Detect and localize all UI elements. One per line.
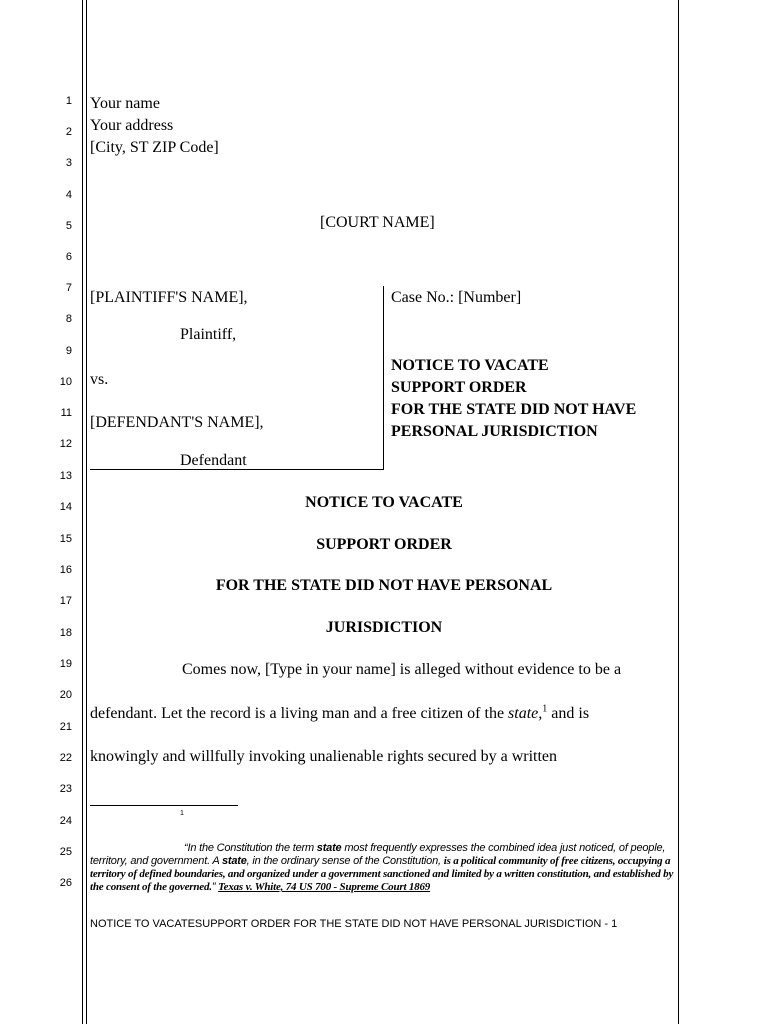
line-number: 12 — [59, 438, 72, 450]
line-number: 22 — [59, 752, 72, 764]
page-footer: NOTICE TO VACATESUPPORT ORDER FOR THE STATE DID NOT HAVE PERSONAL JURISDICTION - 1 — [90, 918, 618, 930]
right-margin-rule — [678, 0, 679, 1024]
court-name: [COURT NAME] — [320, 214, 435, 231]
defendant-label: Defendant — [180, 452, 247, 469]
left-margin-rule-inner — [86, 0, 87, 1024]
line-number: 10 — [59, 376, 72, 388]
caption-title-line: FOR THE STATE DID NOT HAVE — [391, 401, 637, 418]
versus: vs. — [90, 371, 109, 388]
defendant-name: [DEFENDANT'S NAME], — [90, 414, 264, 431]
caption-divider — [383, 286, 384, 470]
caption-bottom-rule — [90, 469, 384, 470]
line-number: 19 — [59, 658, 72, 670]
body-text: and is — [547, 705, 590, 722]
sender-name: Your name — [90, 95, 160, 112]
caption-title-line: NOTICE TO VACATE — [391, 357, 549, 374]
body-state-italic: state, — [508, 705, 543, 722]
line-number: 20 — [59, 689, 72, 701]
line-number: 18 — [59, 627, 72, 639]
footnote-quote-open: “ — [184, 842, 188, 854]
line-number: 16 — [59, 564, 72, 576]
plaintiff-name: [PLAINTIFF'S NAME], — [90, 289, 248, 306]
document-title-line: FOR THE STATE DID NOT HAVE PERSONAL — [215, 577, 553, 594]
footnote-bold: state — [316, 842, 342, 854]
line-number: 15 — [59, 533, 72, 545]
footnote-segment: , in the ordinary sense of the Constitution, — [246, 855, 444, 867]
line-number: 4 — [65, 189, 72, 201]
document-title-line: NOTICE TO VACATE — [305, 494, 463, 511]
footnote-segment: most frequently expresses the combined idea just noticed, of people, territory, and government. A — [90, 842, 666, 867]
sender-city: [City, ST ZIP Code] — [90, 139, 219, 156]
line-number: 13 — [59, 470, 72, 482]
body-text: defendant. Let the record is a living man and a free citizen of the — [90, 705, 509, 722]
footnote-quote-close: ” — [211, 881, 216, 893]
footnote-separator — [90, 805, 238, 806]
document-title-line: JURISDICTION — [325, 619, 443, 636]
body-line: knowingly and willfully invoking unalienable rights secured by a written — [90, 748, 558, 765]
line-number: 9 — [65, 345, 72, 357]
left-margin-rule-outer — [82, 0, 83, 1024]
line-number: 14 — [59, 501, 72, 513]
footnote-marker: 1 — [180, 810, 184, 817]
footnote-bold: state — [221, 855, 247, 867]
line-number: 23 — [59, 783, 72, 795]
line-number: 26 — [59, 877, 72, 889]
footnote-citation: Texas v. White, 74 US 700 - Supreme Court 1869 — [218, 881, 431, 893]
line-number: 8 — [65, 313, 72, 325]
line-number: 2 — [65, 126, 72, 138]
line-number: 21 — [59, 721, 72, 733]
caption-title-line: SUPPORT ORDER — [391, 379, 527, 396]
sender-address: Your address — [90, 117, 174, 134]
plaintiff-label: Plaintiff, — [180, 326, 237, 343]
case-number: Case No.: [Number] — [391, 289, 522, 306]
document-title-line: SUPPORT ORDER — [316, 536, 452, 553]
footnote-bold: is a political community of free citizens, occupying a territory of defined boundaries, and organized under a government sanctioned and limited by a written constitution, and established by the consent of the governed. — [90, 855, 674, 893]
line-number: 25 — [59, 846, 72, 858]
line-number: 17 — [59, 595, 72, 607]
line-number: 24 — [59, 815, 72, 827]
footnote-segment: In the Constitution the term — [187, 842, 317, 854]
caption-title-line: PERSONAL JURISDICTION — [391, 423, 598, 440]
line-number: 6 — [65, 251, 72, 263]
body-line — [90, 704, 589, 724]
line-number: 3 — [65, 157, 72, 169]
footnote-reference: 1 — [542, 703, 548, 715]
footnote-text — [90, 842, 678, 894]
line-number: 7 — [65, 282, 72, 294]
line-number: 11 — [60, 407, 72, 419]
line-number: 1 — [65, 95, 72, 107]
line-number: 5 — [65, 220, 72, 232]
body-line: Comes now, [Type in your name] is alleged without evidence to be a — [182, 661, 622, 678]
